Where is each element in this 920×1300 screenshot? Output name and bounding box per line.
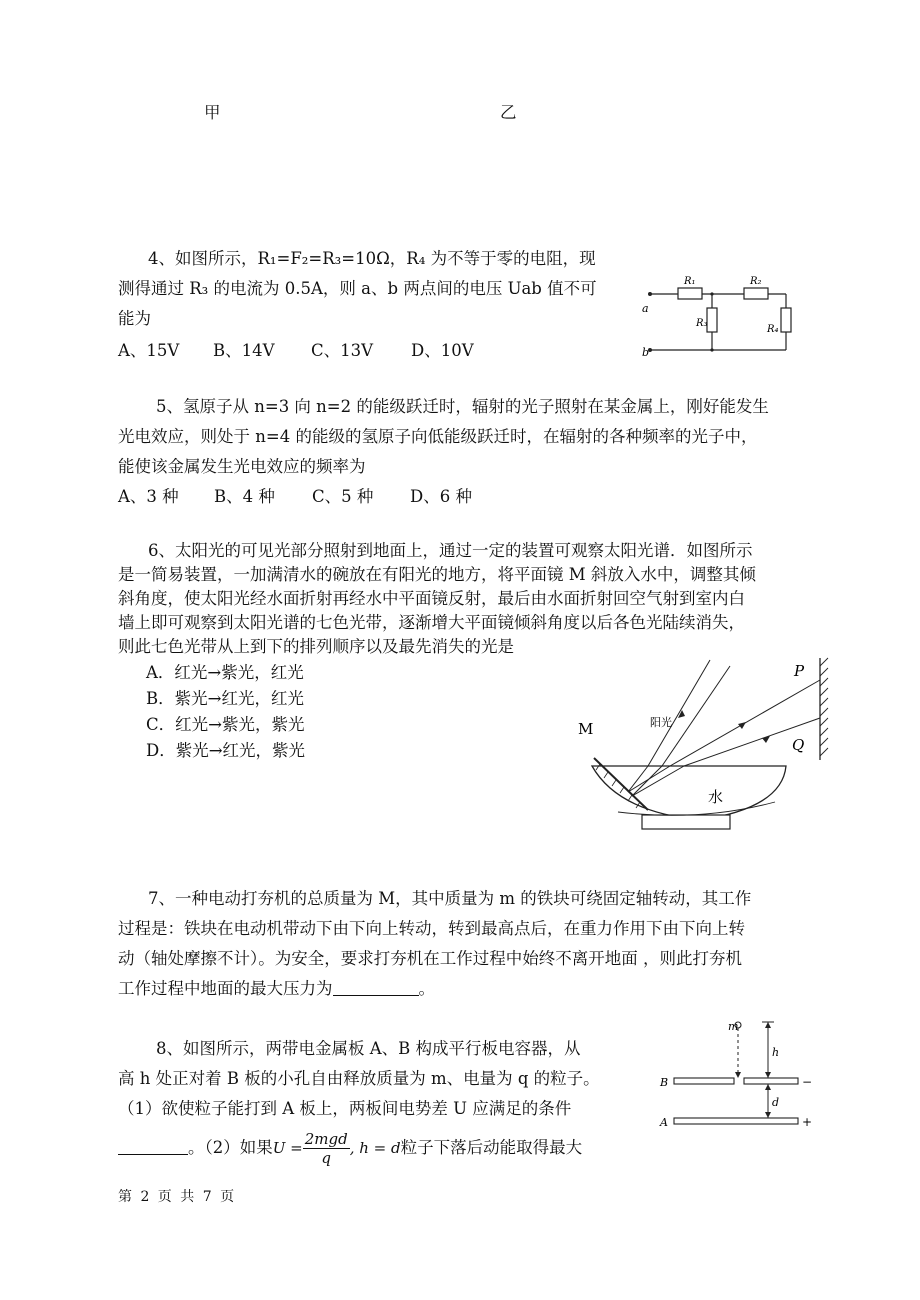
q8-line-2: 高 h 处正对着 B 板的小孔自由释放质量为 m、电量为 q 的粒子。 xyxy=(118,1069,600,1088)
label-plus: + xyxy=(802,1115,813,1129)
figure-label-yi: 乙 xyxy=(500,103,517,122)
q6-option-b: B．紫光→红光，红光 xyxy=(146,689,304,708)
q8-formula-lhs: U = xyxy=(272,1139,303,1157)
label-d: d xyxy=(772,1096,780,1109)
q8-line-4-mid: 。（2）如果 xyxy=(188,1138,273,1157)
q8-formula-rhs: , h = d xyxy=(349,1139,401,1157)
figure-label-jia: 甲 xyxy=(204,103,221,122)
q8-formula-fraction xyxy=(303,1130,350,1167)
label-b: b xyxy=(642,346,650,359)
q8-capacitor-diagram xyxy=(650,1016,830,1134)
q4-option-c: C、13V xyxy=(311,341,374,360)
q8-line-1: 8、如图所示，两带电金属板 A、B 构成平行板电容器，从 xyxy=(156,1039,581,1058)
q8-line-4 xyxy=(118,1128,582,1168)
label-minus: − xyxy=(802,1075,813,1089)
q5-line-2: 光电效应，则处于 n=4 的能级的氢原子向低能级跃迁时，在辐射的各种频率的光子中， xyxy=(118,427,758,446)
q5-option-a: A、3 种 xyxy=(118,487,179,506)
q5-options xyxy=(118,486,472,508)
q4-options xyxy=(118,340,474,362)
q6-option-d: D．紫光→红光，紫光 xyxy=(146,741,306,760)
q4-line-2: 测得通过 R₃ 的电流为 0.5A，则 a、b 两点间的电压 Uab 值不可 xyxy=(118,279,597,298)
label-q: Q xyxy=(792,736,805,754)
q7-line-3: 动（轴处摩擦不计）。为安全，要求打夯机在工作过程中始终不离开地面 ，则此打夯机 xyxy=(118,949,742,968)
label-r4: R₄ xyxy=(767,324,779,335)
q5-option-c: C、5 种 xyxy=(312,487,374,506)
q7-line-4-text: 工作过程中地面的最大压力为 xyxy=(118,979,333,998)
q4-circuit-diagram xyxy=(640,270,820,365)
label-h: h xyxy=(772,1046,780,1059)
q6-option-a: A．红光→紫光，红光 xyxy=(146,663,304,682)
q6-line-2: 是一简易装置，一加满清水的碗放在有阳光的地方，将平面镜 M 斜放入水中，调整其倾 xyxy=(118,565,756,584)
label-p: P xyxy=(794,662,805,680)
q5-line-3: 能使该金属发生光电效应的频率为 xyxy=(118,457,366,476)
page-footer: 第 2 页 共 7 页 xyxy=(118,1189,237,1205)
q7-line-4-end: 。 xyxy=(418,979,435,998)
label-r3: R₃ xyxy=(696,318,708,329)
q8-formula-numerator: 2mgd xyxy=(304,1130,348,1148)
label-m: m xyxy=(728,1020,739,1033)
q8-answer-blank[interactable] xyxy=(118,1138,188,1155)
terminal-a xyxy=(648,292,652,296)
label-r1: R₁ xyxy=(684,276,696,287)
q7-line-4 xyxy=(118,978,435,1000)
q6-bowl-diagram xyxy=(570,652,832,838)
q4-line-3: 能为 xyxy=(118,309,151,328)
q7-line-2: 过程是：铁块在电动机带动下由下向上转动，转到最高点后，在重力作用下由下向上转 xyxy=(118,919,745,938)
label-a: a xyxy=(642,302,649,315)
q6-line-5: 则此七色光带从上到下的排列顺序以及最先消失的光是 xyxy=(118,637,514,656)
label-water: 水 xyxy=(708,788,724,806)
label-a-plate: A xyxy=(660,1116,668,1129)
q8-formula-denominator: q xyxy=(321,1149,332,1167)
q4-line-1: 4、如图所示，R₁=F₂=R₃=10Ω，R₄ 为不等于零的电阻，现 xyxy=(148,249,596,268)
q5-line-1: 5、氢原子从 n=3 向 n=2 的能级跃迁时，辐射的光子照射在某金属上，刚好能发生 xyxy=(156,397,769,416)
q6-line-3: 斜角度，使太阳光经水面折射再经水中平面镜反射，最后由水面折射回空气射到室内白 xyxy=(118,589,745,608)
q6-line-1: 6、太阳光的可见光部分照射到地面上，通过一定的装置可观察太阳光谱．如图所示 xyxy=(148,541,753,560)
q6-option-c: C．红光→紫光，紫光 xyxy=(146,715,305,734)
q4-option-a: A、15V xyxy=(118,341,180,360)
label-r2: R₂ xyxy=(750,276,762,287)
q7-line-1: 7、一种电动打夯机的总质量为 M，其中质量为 m 的铁块可绕固定轴转动，其工作 xyxy=(148,889,752,908)
label-mirror-m: M xyxy=(578,720,594,738)
q5-option-b: B、4 种 xyxy=(214,487,275,506)
q7-answer-blank[interactable] xyxy=(333,979,419,996)
q8-line-3: （1）欲使粒子能打到 A 板上，两板间电势差 U 应满足的条件 xyxy=(118,1099,572,1118)
q4-option-d: D、10V xyxy=(411,341,474,360)
q8-line-4-end: 粒子下落后动能取得最大 xyxy=(400,1138,583,1157)
label-b-plate: B xyxy=(660,1076,669,1089)
q4-option-b: B、14V xyxy=(213,341,275,360)
q6-line-4: 墙上即可观察到太阳光谱的七色光带，逐渐增大平面镜倾斜角度以后各色光陆续消失， xyxy=(118,613,745,632)
q5-option-d: D、6 种 xyxy=(410,487,472,506)
label-sunlight: 阳光 xyxy=(650,716,672,729)
